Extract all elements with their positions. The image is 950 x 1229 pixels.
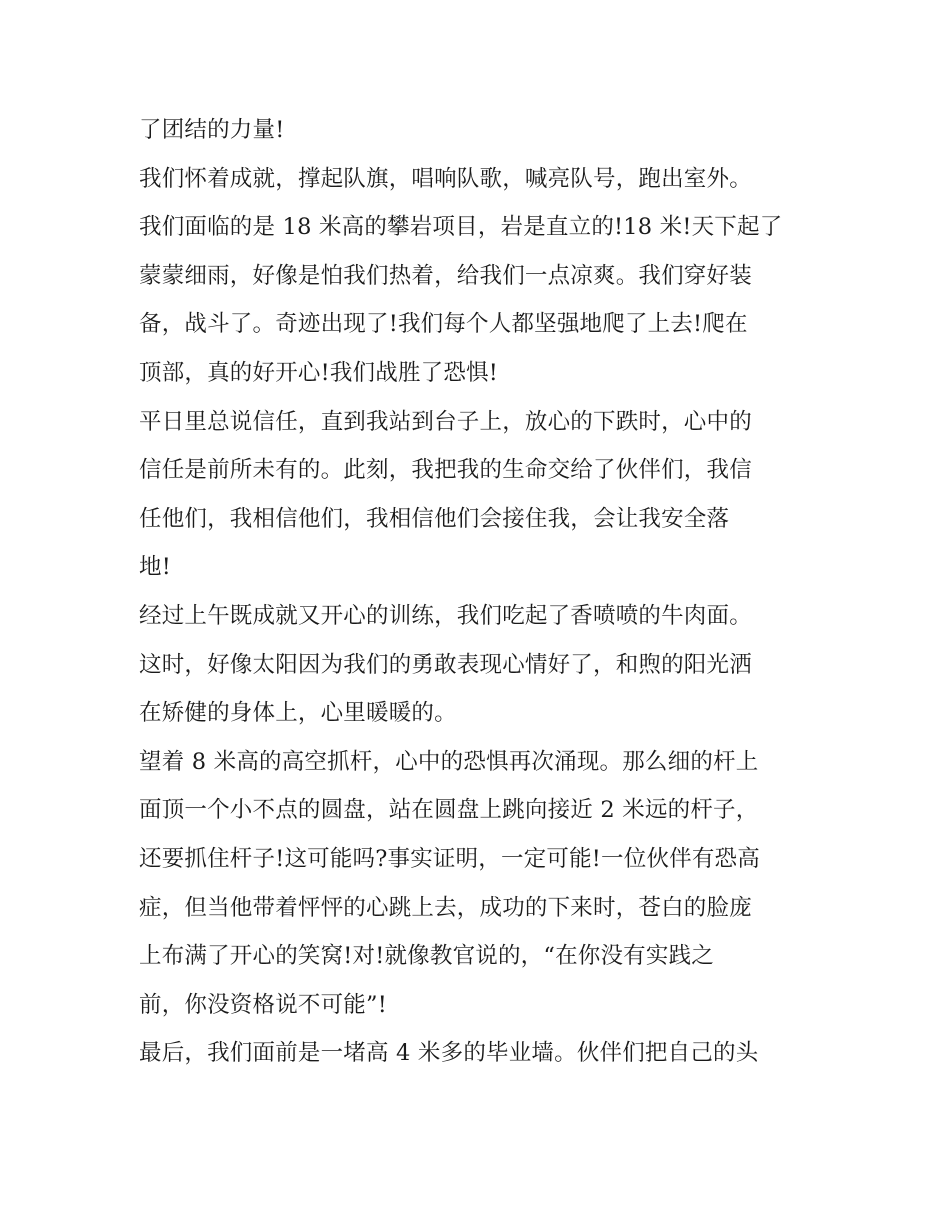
text-line: 任他们，我相信他们，我相信他们会接住我，会让我安全落 <box>139 505 730 532</box>
text-line: 了团结的力量! <box>139 117 285 143</box>
text-line: 我们面临的是 18 米高的攀岩项目，岩是直立的!18 米!天下起了 <box>139 214 783 241</box>
text-line: 望着 8 米高的高空抓杆，心中的恐惧再次涌现。那么细的杆上 <box>139 748 759 775</box>
text-line: 面顶一个小不点的圆盘，站在圆盘上跳向接近 2 米远的杆子， <box>139 797 759 824</box>
text-line: 平日里总说信任，直到我站到台子上，放心的下跌时，心中的 <box>139 408 752 435</box>
text-line: 信任是前所未有的。此刻，我把我的生命交给了伙伴们，我信 <box>139 457 752 484</box>
text-line: 在矫健的身体上，心里暖暖的。 <box>139 700 457 727</box>
text-line: 地! <box>139 554 171 581</box>
text-line: 症，但当他带着怦怦的心跳上去，成功的下来时，苍白的脸庞 <box>139 894 752 921</box>
text-line: 上布满了开心的笑窝!对!就像教官说的，“在你没有实践之 <box>139 943 714 970</box>
text-line: 蒙蒙细雨，好像是怕我们热着，给我们一点凉爽。我们穿好装 <box>139 262 752 289</box>
document-body <box>139 106 829 1078</box>
text-line: 我们怀着成就，撑起队旗，唱响队歌，喊亮队号，跑出室外。 <box>139 165 752 192</box>
text-line: 最后，我们面前是一堵高 4 米多的毕业墙。伙伴们把自己的头 <box>139 1040 759 1067</box>
text-line: 这时，好像太阳因为我们的勇敢表现心情好了，和煦的阳光洒 <box>139 651 752 678</box>
text-line: 前，你没资格说不可能”! <box>139 991 387 1018</box>
text-line: 还要抓住杆子!这可能吗?事实证明，一定可能!一位伙伴有恐高 <box>139 845 760 872</box>
text-line: 备，战斗了。奇迹出现了!我们每个人都坚强地爬了上去!爬在 <box>139 311 748 338</box>
text-line: 经过上午既成就又开心的训练，我们吃起了香喷喷的牛肉面。 <box>139 602 752 629</box>
text-line: 顶部，真的好开心!我们战胜了恐惧! <box>139 359 498 386</box>
